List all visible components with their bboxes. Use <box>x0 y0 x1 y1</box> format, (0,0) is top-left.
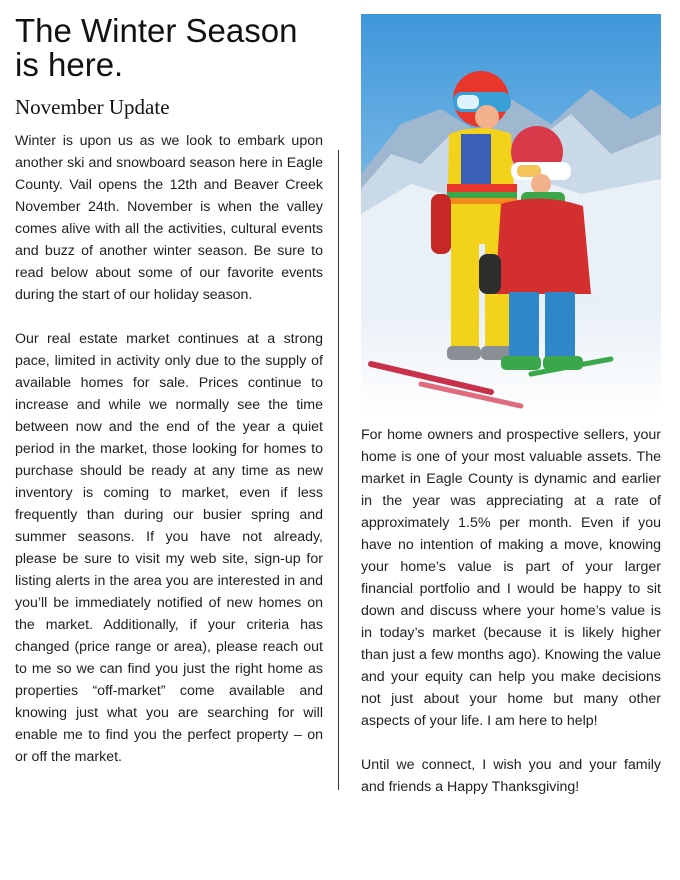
page-subtitle: November Update <box>15 95 170 119</box>
right-column <box>361 14 661 798</box>
closing-paragraph: Until we connect, I wish you and your family and friends a Happy Thanksgiving! <box>361 757 661 795</box>
left-column <box>15 14 323 768</box>
sellers-paragraph: For home owners and prospective sellers, your home is one of your most valuable assets. The market in Eagle County is dynamic and earlier in the year was appreciating at a rate of approximately 1.5% per month. Even if you have no intention of making a move, knowing your home’s value is part of your larger financial portfolio and I would be happy to sit down and discuss where your home’s value is in today’s market (because it is likely higher than just a few months ago). Knowing the value and your equity can help you make decisions not just about your home but many other aspects of your life. I am here to help! <box>361 427 661 729</box>
children-skiing-photo <box>361 14 661 413</box>
page-title: The Winter Season is here. <box>15 12 298 83</box>
column-divider <box>338 150 339 790</box>
market-paragraph: Our real estate market continues at a strong pace, limited in activity only due to the supply of available homes for sale. Prices continue to increase and while we normally see the time between now and the end of the year a quiet period in the market, those looking for homes to purchase should be ready at any time as new inventory is coming to market, even if less frequently than during our busier spring and summer seasons. If you have not already, please be sure to visit my web site, sign-up for listing alerts in the area you are interested in and you’ll be immediately notified of new homes on the market. Additionally, if your criteria has changed (price range or area), please reach out to me so we can find you just the right home as properties “off-market” come available and knowing just what you are searching for will enable me to find you the perfect property – on or off the market. <box>15 331 323 765</box>
intro-paragraph: Winter is upon us as we look to embark upon another ski and snowboard season here in Eagle County. Vail opens the 12th and Beaver Creek November 24th. November is when the valley comes alive with all the activities, cultural events and buzz of another winter season. Be sure to read below about some of our favorite events during the start of our holiday season. <box>15 133 323 303</box>
